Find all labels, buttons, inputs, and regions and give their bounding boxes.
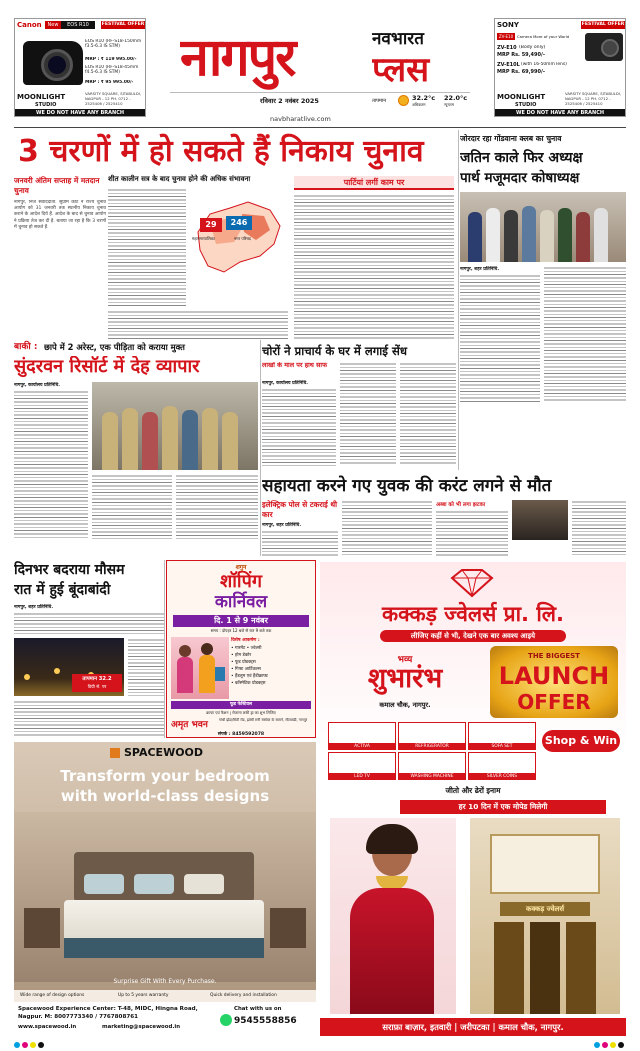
mrp-1: MRP : ₹ 119 995.00/-	[85, 57, 137, 62]
shopping-women-image	[171, 637, 229, 699]
mrp-2: MRP Rs. 69,990/-	[497, 69, 545, 75]
shubh-2: शुभारंभ	[367, 663, 443, 694]
carnival-contact[interactable]: संपर्क : 8459592078	[217, 732, 265, 737]
weather-text	[128, 638, 164, 696]
jewellers-tagline: लीजिए कहीं से भी, देखने एक बार अवश्य आइये	[380, 630, 566, 642]
jewellers-logo-icon	[448, 568, 496, 598]
carnival-ad[interactable]	[166, 560, 316, 738]
club-text	[460, 274, 540, 402]
temp-min: 22.0°c	[444, 94, 468, 102]
temp-min-label: न्यूनतम	[444, 102, 454, 107]
zv-badge-desc: Camera More of your World	[517, 34, 570, 39]
parties-text	[294, 194, 454, 340]
abba-text	[436, 510, 508, 556]
launch-offer-banner	[490, 646, 618, 718]
carnival-venue: अमृत भवन	[171, 720, 208, 730]
map-label-2: नगर परिषद	[234, 236, 251, 241]
current-dateline: नागपुर, शहर प्रतिनिधि.	[262, 523, 302, 528]
current-text	[572, 500, 626, 556]
carnival-item: • होम डेकोर	[231, 653, 252, 658]
club-dateline: नागपुर, शहर प्रतिनिधि.	[460, 267, 500, 272]
masthead-brand-navbharat: नवभारत	[372, 29, 424, 49]
weather-story	[14, 560, 164, 738]
carnival-fest-2: क्राफ्ट एवं फैशन | रोजाना लकी ड्रा का शुभ लिजिए	[206, 710, 276, 715]
spacewood-web[interactable]: www.spacewood.in	[18, 1024, 77, 1030]
spacewood-chat: Chat with us on	[234, 1006, 282, 1012]
lead-subhead-2: शीत कालीन सत्र के बाद चुनाव होने की अधिक संभावना	[108, 175, 251, 183]
map-count-1: 29	[200, 218, 222, 232]
spacewood-gift: Surprise Gift With Every Purchase.	[113, 978, 217, 985]
jewellers-name: कक्कड़ ज्वेलर्स प्रा. लि.	[381, 602, 564, 626]
diamond-logo	[448, 568, 496, 598]
spacewood-tagline-1: Transform your bedroom	[60, 767, 270, 785]
prize-label: LED TV	[329, 773, 395, 780]
current-text	[342, 500, 432, 556]
temp-badge-sub: डिग्री से. पर	[72, 684, 122, 692]
lead-body: नागपुर, निज संवाददाता. सुप्रीम कोर्ट ने राज्य चुनाव आयोग को 31 जनवरी तक स्थानीय निकाय चुनाव कराने के आदेश दिये हैं. आदेश के बाद से चुनाव आयोग ने प्रक्रिया तेज कर दी है. बताया जा रहा है कि 3 चरणों में चुनाव हो सकते हैं.	[14, 200, 106, 230]
store-sign: कक्कड़ ज्वेलर्स	[500, 902, 590, 916]
prize-label: SILVER COINS	[469, 773, 535, 780]
website-url[interactable]: navbharatlive.com	[270, 115, 331, 123]
lead-headline: 3 चरणों में हो सकते हैं निकाय चुनाव	[18, 134, 424, 169]
spacewood-ad[interactable]	[14, 742, 316, 1036]
prize-grid	[328, 722, 538, 782]
sony-logo: SONY	[497, 21, 519, 29]
weather-text	[14, 700, 164, 736]
spacewood-address: Spacewood Experience Center: T-48, MIDC, Hingna Road, Nagpur. M: 8007773340 / 7767808761	[18, 1006, 198, 1020]
theft-text	[340, 362, 396, 466]
resort-dateline: नागपुर, कार्यालय प्रतिनिधि.	[14, 383, 61, 388]
club-text	[544, 266, 626, 402]
resort-headline: सुंदरवन रिसॉर्ट में देह व्यापार	[14, 356, 200, 377]
model-woman-image	[330, 818, 456, 1014]
weather-text	[14, 612, 164, 634]
temp-max: 32.2°c	[412, 94, 436, 102]
carnival-time: समय : दोपहर 12 बजे से रात 9 बजे तक	[210, 628, 272, 633]
weather-headline-2: रात में हुई बूंदाबांदी	[14, 582, 111, 598]
storefront-image	[470, 818, 620, 1014]
no-branch-bar: WE DO NOT HAVE ANY BRANCH	[495, 109, 625, 117]
club-headline: जोरदार रहा गोंडवाना क्लब का चुनाव	[460, 134, 562, 143]
theft-text	[400, 362, 456, 466]
current-photo	[512, 500, 568, 540]
festival-offer-badge: FESTIVAL OFFER	[101, 22, 145, 27]
ad-sony[interactable]	[494, 18, 626, 117]
parties-box-title: पार्टियां लगीं काम पर	[294, 176, 454, 190]
jewellers-footer: सराफ़ा बाज़ार, इतवारी | जरीपटका | कमाल चौक, नागपुर.	[320, 1018, 626, 1036]
spacewood-phone[interactable]: 9545558856	[234, 1016, 297, 1026]
resort-text	[14, 390, 88, 540]
resort-story	[14, 340, 258, 540]
product-line-2: EOS R10 (RF-S18-45mm f4.5-6.3 IS STM)	[85, 65, 139, 76]
kicker-text: छापे में 2 अरेस्ट, एक पीड़िता को कराया मुक्त	[44, 342, 185, 352]
club-group-photo	[460, 192, 626, 262]
spacewood-tagline-2: with world-class designs	[60, 787, 270, 805]
theft-story	[262, 342, 456, 472]
offer-line-3: OFFER	[517, 690, 591, 714]
offer-line-1: THE BIGGEST	[528, 652, 580, 660]
column-text	[108, 310, 288, 340]
new-badge: New	[45, 21, 61, 29]
spacewood-logo-icon	[110, 748, 120, 758]
zv-badge: ZV-E10	[498, 34, 514, 39]
abba-box-title: अब्बा को भी लगा झटका	[436, 502, 486, 508]
temp-label: तापमान	[372, 98, 387, 104]
carnival-item: • हैंडलूम एवं हैंडीक्राफ्ट	[231, 674, 268, 679]
current-story	[262, 470, 626, 556]
bedroom-image	[14, 812, 316, 982]
sony-camera-image	[585, 33, 623, 61]
model-badge: EOS R10	[61, 21, 95, 29]
festival-offer-badge: FESTIVAL OFFER	[581, 22, 625, 27]
store-name: MOONLIGHT	[497, 93, 546, 101]
model-1: ZV-E10	[497, 45, 517, 51]
jewellers-ad[interactable]	[320, 562, 626, 1036]
carnival-item: • गारमेंट • ज्वेलरी	[231, 646, 262, 651]
mrp-2: MRP : ₹ 95 995.00/-	[85, 80, 134, 85]
mrp-1: MRP Rs. 59,490/-	[497, 52, 545, 58]
spacewood-email[interactable]: marketing@spacewood.in	[102, 1024, 181, 1030]
spacewood-brand: SPACEWOOD	[124, 746, 204, 759]
shop-win-badge: Shop & Win	[542, 730, 620, 752]
prize-label: SOFA SET	[469, 743, 535, 750]
theft-dateline: नागपुर, कार्यालय प्रतिनिधि.	[262, 381, 309, 386]
store-name-2: STUDIO	[35, 102, 57, 108]
carnival-venue-address: गांधी झेंडा/सिटी रोड, झांसी रानी स्क्वेयर के सामने, सीताबर्डी, नागपुर	[219, 718, 308, 722]
draw-text: जीतो और ढेरों इनाम	[445, 786, 501, 795]
carnival-item: • फूड प्रोडक्ट्स	[231, 660, 256, 665]
date-line: रविवार 2 नवंबर 2025	[260, 97, 319, 105]
store-name-2: STUDIO	[515, 102, 537, 108]
prize-label: ACTIVA	[329, 743, 395, 750]
carnival-dates: दि. 1 से 9 नवंबर	[173, 615, 309, 627]
carnival-item: • कॉस्मेटिक प्रोडक्ट्स	[231, 681, 266, 686]
model-1-desc: (Body only)	[519, 45, 546, 50]
carnival-fest: फूड फेस्टिवल	[171, 701, 311, 709]
theft-subhead: लाखों के माल पर हाथ साफ	[262, 362, 327, 369]
current-headline: सहायता करने गए युवक की करंट लगने से मौत	[262, 476, 552, 496]
sun-icon	[398, 95, 409, 106]
maharashtra-map	[190, 192, 286, 282]
carnival-title-2: कार्निवल	[214, 592, 268, 612]
carnival-special-label: विशेष आकर्षण :	[231, 638, 260, 643]
resort-text	[176, 474, 258, 540]
column-text	[108, 188, 186, 306]
canon-logo: Canon	[17, 21, 42, 29]
theft-headline: चोरों ने प्राचार्य के घर में लगाई सेंध	[262, 344, 407, 358]
camera-image	[23, 41, 83, 85]
map-label-1: महानगरपालिका	[192, 236, 215, 241]
ad-canon[interactable]	[14, 18, 146, 117]
masthead-brand-plus: प्लस	[372, 50, 430, 90]
model-2: ZV-E10L	[497, 62, 520, 68]
lead-subhead: जनवरी अंतिम सप्ताह में मतदान चुनाव	[14, 176, 100, 195]
registration-marks	[14, 1042, 626, 1048]
no-branch-bar: WE DO NOT HAVE ANY BRANCH	[15, 109, 145, 117]
kicker: बाकी :	[14, 342, 38, 352]
club-headline-big-2: पार्थ मजूमदार कोषाध्यक्ष	[460, 170, 580, 186]
resort-text	[92, 474, 172, 540]
current-text	[262, 530, 338, 556]
store-name: MOONLIGHT	[17, 93, 66, 101]
product-line-1: EOS R10 (RF-S18-150mm f3.5-6.3 IS STM)	[85, 39, 142, 50]
weather-headline-1: दिनभर बदराया मौसम	[14, 562, 125, 578]
feature: Wide range of design options	[20, 993, 85, 998]
jewellers-location: कमाल चौक, नागपुर.	[379, 701, 431, 709]
map-count-2: 246	[226, 216, 252, 230]
carnival-title-1: शॉपिंग	[220, 571, 262, 592]
temp-badge: तापमान 32.2	[72, 674, 122, 684]
temp-max-label: अधिकतम	[412, 102, 426, 107]
shubh-1: भव्य	[397, 655, 413, 664]
prize-label: REFRIGERATOR	[399, 743, 465, 750]
masthead-title: नागपुर	[180, 28, 295, 88]
current-subhead: इलेक्ट्रिक पोल से टकराई थी कार	[262, 500, 337, 519]
masthead	[150, 18, 490, 130]
offer-line-2: LAUNCH	[498, 662, 610, 690]
theft-text	[262, 388, 336, 466]
club-story	[460, 132, 626, 402]
lead-story	[14, 130, 454, 340]
feature: Up to 5 years warranty	[118, 993, 169, 998]
weather-dateline: नागपुर, शहर प्रतिनिधि.	[14, 605, 54, 610]
resort-police-photo	[92, 382, 258, 470]
prize-label: WASHING MACHINE	[399, 773, 465, 780]
daily-moped-banner: हर 10 दिन में एक मोपेड मिलेगी	[400, 800, 606, 814]
carnival-item: • गिफ्ट आर्टिकल्स	[231, 667, 261, 672]
model-2-desc: (with 16-50mm lens)	[521, 62, 567, 67]
store-address: VARSITY SQUARE, SITABULDI, NAGPUR - 12 PH. 0712 - 2525406 / 2525410	[85, 92, 142, 106]
feature: Quick delivery and installation	[210, 993, 277, 998]
carnival-top: शगुन	[235, 564, 247, 571]
store-address: VARSITY SQUARE, SITABULDI, NAGPUR - 12 PH. 0712 - 2525406 / 2525410	[565, 92, 622, 106]
club-headline-big-1: जतिन काले फिर अध्यक्ष	[460, 150, 583, 166]
whatsapp-icon	[220, 1014, 232, 1026]
